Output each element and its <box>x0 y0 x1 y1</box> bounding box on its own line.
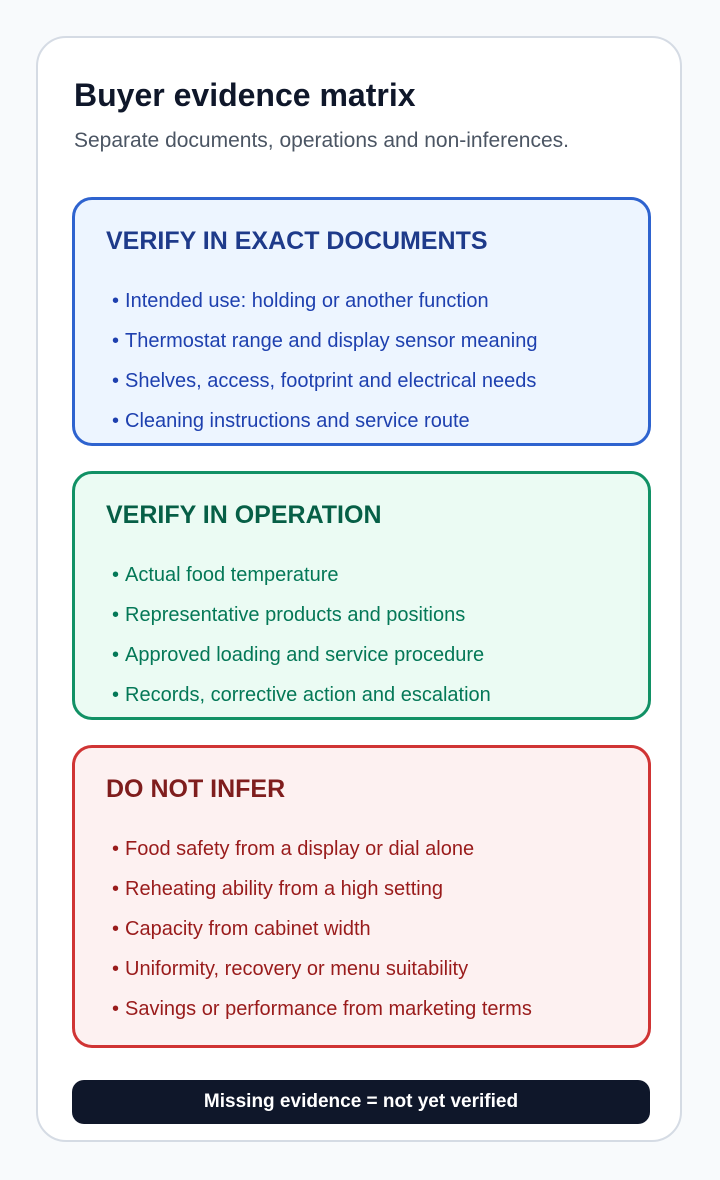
list-item: • Cleaning instructions and service route <box>112 401 537 441</box>
list-item: • Savings or performance from marketing terms <box>112 989 532 1029</box>
list-item: • Food safety from a display or dial alone <box>112 829 532 869</box>
section-list <box>112 555 491 715</box>
section-verify-documents <box>72 197 651 446</box>
list-item: • Uniformity, recovery or menu suitability <box>112 949 532 989</box>
page-subtitle: Separate documents, operations and non-inferences. <box>74 129 569 152</box>
list-item: • Capacity from cabinet width <box>112 909 532 949</box>
section-heading: DO NOT INFER <box>106 775 286 803</box>
evidence-matrix-card <box>36 36 682 1142</box>
section-list <box>112 829 532 1029</box>
section-verify-operation <box>72 471 651 720</box>
list-item: • Approved loading and service procedure <box>112 635 491 675</box>
section-heading: VERIFY IN EXACT DOCUMENTS <box>106 227 488 255</box>
page-title: Buyer evidence matrix <box>74 77 416 113</box>
footer-banner: Missing evidence = not yet verified <box>72 1080 650 1124</box>
list-item: • Actual food temperature <box>112 555 491 595</box>
list-item: • Intended use: holding or another function <box>112 281 537 321</box>
list-item: • Shelves, access, footprint and electrical needs <box>112 361 537 401</box>
list-item: • Representative products and positions <box>112 595 491 635</box>
section-do-not-infer <box>72 745 651 1048</box>
section-list <box>112 281 537 441</box>
list-item: • Records, corrective action and escalation <box>112 675 491 715</box>
list-item: • Reheating ability from a high setting <box>112 869 532 909</box>
list-item: • Thermostat range and display sensor meaning <box>112 321 537 361</box>
section-heading: VERIFY IN OPERATION <box>106 501 382 529</box>
